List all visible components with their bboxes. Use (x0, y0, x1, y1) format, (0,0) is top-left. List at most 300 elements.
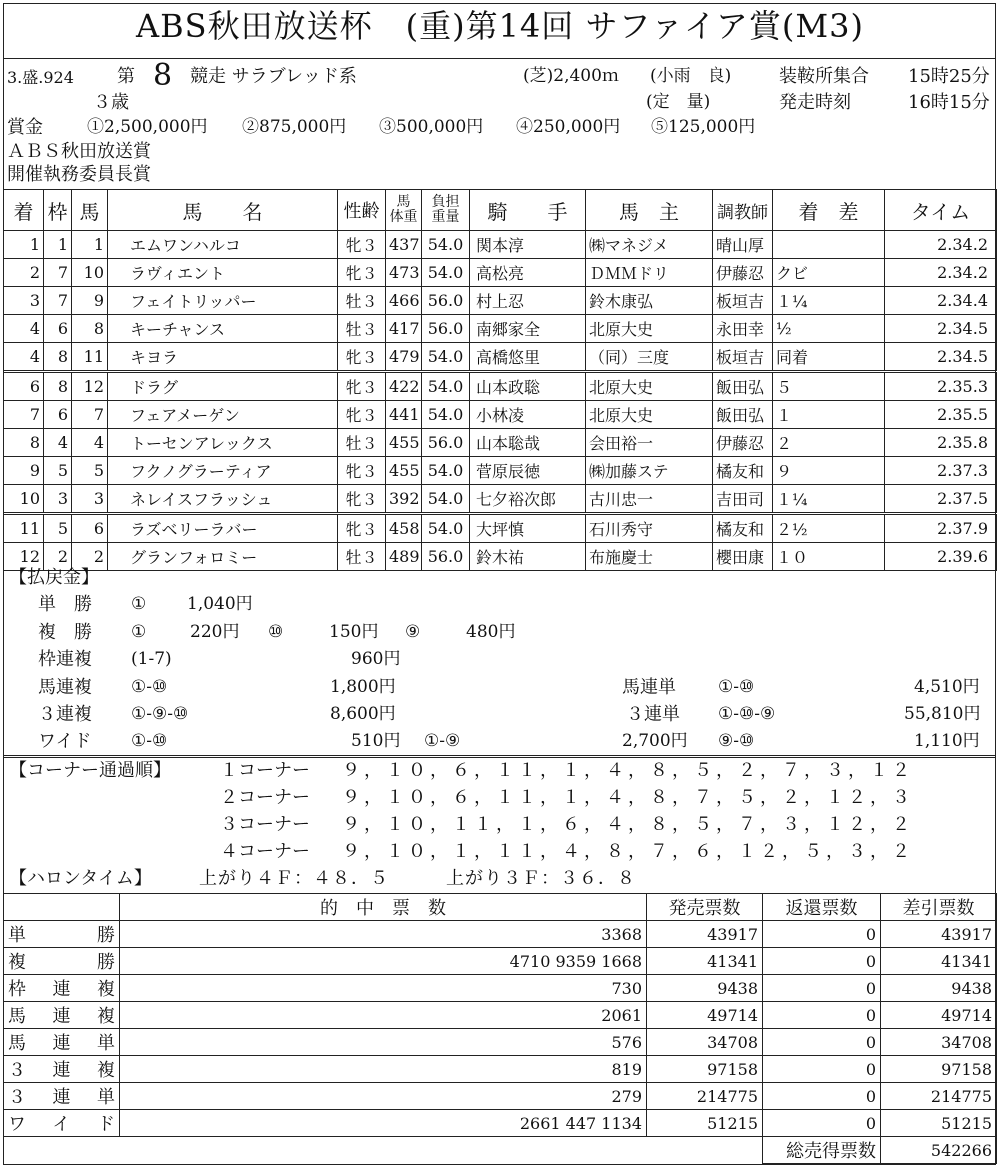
vote-refund: 0 (763, 1029, 881, 1056)
result-time: 2.34.4 (885, 287, 997, 315)
result-jockey: 大坪慎 (470, 514, 586, 543)
result-row (4, 429, 997, 457)
result-gate: 6 (44, 315, 72, 343)
result-margin: ２½ (773, 514, 885, 543)
tansho-combo: ① (131, 594, 147, 614)
result-trainer: 板垣吉 (713, 287, 773, 315)
col-owner: 馬 主 (586, 190, 713, 231)
result-row (4, 543, 997, 571)
result-body-weight: 489 (386, 543, 422, 571)
col-num: 馬 (72, 190, 108, 231)
results-header-row (4, 190, 997, 231)
vote-net: 41341 (881, 948, 997, 975)
vote-row (4, 1110, 997, 1137)
result-row (4, 401, 997, 429)
result-burden-weight: 54.0 (422, 514, 470, 543)
result-rank: 10 (4, 485, 44, 514)
result-trainer: 晴山厚 (713, 231, 773, 259)
sanrentan-combo: ①-⑩-⑨ (718, 704, 776, 724)
result-sex-age: 牝３ (338, 231, 386, 259)
result-horse-name: フェイトリッパー (108, 287, 338, 315)
result-trainer: 伊藤忍 (713, 429, 773, 457)
result-time: 2.34.2 (885, 231, 997, 259)
furlong-heading: 【ハロンタイム】 (9, 868, 152, 889)
vote-count-table (3, 893, 997, 1164)
result-margin: １０ (773, 543, 885, 571)
result-horse-name: ドラグ (108, 372, 338, 401)
result-gate: 5 (44, 514, 72, 543)
corner-3-order: ９，１０，１１，１，６，４，８，５，７，３，１２，２ (342, 814, 914, 835)
col-trainer: 調教師 (713, 190, 773, 231)
vote-hits: 730 (120, 975, 647, 1002)
result-row (4, 259, 997, 287)
result-gate: 5 (44, 457, 72, 485)
vote-refund: 0 (763, 921, 881, 948)
corner-4-label: ４コーナー (220, 841, 310, 862)
col-rank: 着 (4, 190, 44, 231)
result-margin (773, 231, 885, 259)
result-owner: ＤＭＭドリ (586, 259, 713, 287)
result-sex-age: 牝３ (338, 372, 386, 401)
result-sex-age: 牡３ (338, 287, 386, 315)
result-rank: 1 (4, 231, 44, 259)
result-number: 7 (72, 401, 108, 429)
race-code: 3.盛.924 (7, 68, 74, 87)
wide-combo-3: ⑨-⑩ (718, 731, 755, 751)
result-time: 2.35.3 (885, 372, 997, 401)
last-3f: 上がり３Ｆ：３６．８ (446, 868, 636, 889)
result-number: 2 (72, 543, 108, 571)
result-trainer: 飯田弘 (713, 372, 773, 401)
col-burden (422, 190, 470, 231)
col-jockey: 騎 手 (470, 190, 586, 231)
result-owner: 北原大史 (586, 401, 713, 429)
vote-net: 97158 (881, 1056, 997, 1083)
result-body-weight: 473 (386, 259, 422, 287)
result-rank: 9 (4, 457, 44, 485)
result-burden-weight: 56.0 (422, 429, 470, 457)
result-gate: 8 (44, 372, 72, 401)
result-time: 2.37.5 (885, 485, 997, 514)
wide-label: ワイド (38, 731, 92, 752)
prize-3: ③500,000円 (379, 117, 484, 137)
result-time: 2.34.2 (885, 259, 997, 287)
corner-4-order: ９，１０，１，１１，４，８，７，６，１２，５，３，２ (342, 841, 914, 862)
result-number: 1 (72, 231, 108, 259)
result-horse-name: キヨラ (108, 343, 338, 372)
result-horse-name: グランフォロミー (108, 543, 338, 571)
vote-refund: 0 (763, 1083, 881, 1110)
col-burden-line2: 重量 (431, 209, 460, 225)
vote-type: 複勝 (4, 948, 120, 975)
vote-net: 51215 (881, 1110, 997, 1137)
wide-combo-1: ①-⑩ (131, 731, 168, 751)
result-row (4, 485, 997, 514)
assembly-time: 15時25分 (908, 66, 990, 87)
result-jockey: 山本政聡 (470, 372, 586, 401)
result-gate: 2 (44, 543, 72, 571)
col-weight (386, 190, 422, 231)
sanrentan-amount: 55,810円 (904, 704, 981, 724)
vote-col-hits: 的 中 票 数 (120, 894, 647, 921)
col-weight-line2: 体重 (389, 209, 418, 225)
result-owner: 会田裕一 (586, 429, 713, 457)
result-rank: 11 (4, 514, 44, 543)
result-burden-weight: 56.0 (422, 543, 470, 571)
result-owner: 古川忠一 (586, 485, 713, 514)
result-body-weight: 458 (386, 514, 422, 543)
fukusho-amount-3: 480円 (466, 622, 516, 642)
result-time: 2.35.8 (885, 429, 997, 457)
result-time: 2.39.6 (885, 543, 997, 571)
vote-hits: 279 (120, 1083, 647, 1110)
corner-3-label: ３コーナー (220, 814, 310, 835)
result-time: 2.37.3 (885, 457, 997, 485)
vote-sold: 51215 (647, 1110, 763, 1137)
result-number: 10 (72, 259, 108, 287)
result-burden-weight: 54.0 (422, 485, 470, 514)
result-margin: １¼ (773, 485, 885, 514)
vote-sold: 97158 (647, 1056, 763, 1083)
result-burden-weight: 56.0 (422, 287, 470, 315)
result-jockey: 村上忍 (470, 287, 586, 315)
result-row (4, 514, 997, 543)
result-jockey: 高橋悠里 (470, 343, 586, 372)
result-rank: 7 (4, 401, 44, 429)
race-no-prefix: 第 (117, 66, 135, 87)
sanrenpuku-label: ３連複 (38, 704, 92, 725)
vote-sold: 41341 (647, 948, 763, 975)
result-trainer: 板垣吉 (713, 343, 773, 372)
fukusho-amount-1: 220円 (190, 622, 240, 642)
age-condition: ３歳 (93, 92, 129, 113)
fukusho-amount-2: 150円 (329, 622, 379, 642)
wakuren-label: 枠連複 (38, 649, 92, 670)
result-owner: 布施慶士 (586, 543, 713, 571)
fukusho-combo-1: ① (131, 622, 147, 642)
weather-track: (小雨 良) (650, 66, 732, 86)
vote-type: 馬連単 (4, 1029, 120, 1056)
result-row (4, 372, 997, 401)
col-time: タイム (885, 190, 997, 231)
vote-net: 214775 (881, 1083, 997, 1110)
result-time: 2.35.5 (885, 401, 997, 429)
vote-row (4, 975, 997, 1002)
result-sex-age: 牝３ (338, 457, 386, 485)
result-trainer: 橘友和 (713, 514, 773, 543)
result-row (4, 231, 997, 259)
result-number: 9 (72, 287, 108, 315)
result-body-weight: 422 (386, 372, 422, 401)
result-row (4, 315, 997, 343)
result-owner: 鈴木康弘 (586, 287, 713, 315)
wide-amount-1: 510円 (351, 731, 401, 751)
corner-2-order: ９，１０，６，１１，１，４，８，７，５，２，１２，３ (342, 787, 914, 808)
col-weight-line1: 馬 (396, 194, 411, 210)
result-sex-age: 牝３ (338, 401, 386, 429)
vote-type: ３連複 (4, 1056, 120, 1083)
result-horse-name: エムワンハルコ (108, 231, 338, 259)
result-burden-weight: 54.0 (422, 343, 470, 372)
col-name: 馬 名 (108, 190, 338, 231)
prize-5: ⑤125,000円 (651, 117, 756, 137)
fukusho-combo-3: ⑨ (405, 622, 421, 642)
result-rank: 2 (4, 259, 44, 287)
result-margin: 同着 (773, 343, 885, 372)
wide-amount-3: 1,110円 (914, 731, 980, 751)
umaren-label: 馬連複 (38, 677, 92, 698)
vote-sold: 49714 (647, 1002, 763, 1029)
result-rank: 12 (4, 543, 44, 571)
result-body-weight: 455 (386, 457, 422, 485)
vote-col-net: 差引票数 (881, 894, 997, 921)
result-margin: ½ (773, 315, 885, 343)
vote-type: ワイド (4, 1110, 120, 1137)
vote-row (4, 1002, 997, 1029)
tansho-amount: 1,040円 (187, 594, 253, 614)
result-jockey: 菅原辰徳 (470, 457, 586, 485)
wakuren-combo: (1-7) (131, 649, 172, 669)
vote-hits: 2661 447 1134 (120, 1110, 647, 1137)
result-burden-weight: 54.0 (422, 231, 470, 259)
vote-type: 単勝 (4, 921, 120, 948)
wide-combo-2: ①-⑨ (424, 731, 461, 751)
result-margin: ９ (773, 457, 885, 485)
result-trainer: 飯田弘 (713, 401, 773, 429)
results-table (3, 189, 997, 571)
weight-rule: (定 量) (646, 92, 711, 112)
result-rank: 4 (4, 343, 44, 372)
result-margin: ５ (773, 372, 885, 401)
sanrenpuku-amount: 8,600円 (330, 704, 396, 724)
vote-row (4, 948, 997, 975)
result-rank: 4 (4, 315, 44, 343)
vote-hits: 4710 9359 1668 (120, 948, 647, 975)
result-number: 3 (72, 485, 108, 514)
result-jockey: 山本聡哉 (470, 429, 586, 457)
result-body-weight: 441 (386, 401, 422, 429)
col-margin: 着 差 (773, 190, 885, 231)
total-sales-label: 総売得票数 (763, 1137, 881, 1164)
prize-2: ②875,000円 (242, 117, 347, 137)
result-number: 5 (72, 457, 108, 485)
vote-refund: 0 (763, 975, 881, 1002)
vote-type: ３連単 (4, 1083, 120, 1110)
vote-net: 49714 (881, 1002, 997, 1029)
result-margin: １ (773, 401, 885, 429)
result-row (4, 343, 997, 372)
result-jockey: 南郷家全 (470, 315, 586, 343)
result-horse-name: フクノグラーティア (108, 457, 338, 485)
vote-hits: 3368 (120, 921, 647, 948)
start-label: 発走時刻 (779, 92, 851, 113)
result-time: 2.37.9 (885, 514, 997, 543)
vote-hits: 2061 (120, 1002, 647, 1029)
race-number: 8 (153, 58, 173, 93)
vote-sold: 34708 (647, 1029, 763, 1056)
result-number: 8 (72, 315, 108, 343)
result-owner: （同）三度 (586, 343, 713, 372)
umatan-amount: 4,510円 (914, 677, 980, 697)
vote-col-refund: 返還票数 (763, 894, 881, 921)
vote-refund: 0 (763, 948, 881, 975)
vote-type: 枠連複 (4, 975, 120, 1002)
result-margin: クビ (773, 259, 885, 287)
result-row (4, 287, 997, 315)
vote-total-row (4, 1137, 997, 1164)
result-gate: 4 (44, 429, 72, 457)
vote-row (4, 921, 997, 948)
vote-sold: 43917 (647, 921, 763, 948)
result-gate: 8 (44, 343, 72, 372)
result-body-weight: 466 (386, 287, 422, 315)
result-burden-weight: 54.0 (422, 457, 470, 485)
assembly-label: 装鞍所集合 (779, 66, 869, 87)
vote-net: 9438 (881, 975, 997, 1002)
corners-heading: 【コーナー通過順】 (9, 760, 171, 781)
umaren-amount: 1,800円 (330, 677, 396, 697)
award-2: 開催執務委員長賞 (7, 164, 151, 185)
fukusho-combo-2: ⑩ (268, 622, 284, 642)
result-rank: 8 (4, 429, 44, 457)
result-owner: 北原大史 (586, 315, 713, 343)
sanrentan-label: ３連単 (626, 704, 680, 725)
divider (3, 58, 996, 59)
result-horse-name: トーセンアレックス (108, 429, 338, 457)
col-gate: 枠 (44, 190, 72, 231)
vote-refund: 0 (763, 1002, 881, 1029)
col-burden-line1: 負担 (431, 194, 460, 210)
result-burden-weight: 54.0 (422, 259, 470, 287)
payout-heading: 【払戻金】 (9, 567, 99, 588)
result-sex-age: 牡３ (338, 429, 386, 457)
prize-1: ①2,500,000円 (87, 117, 208, 137)
result-owner: 石川秀守 (586, 514, 713, 543)
result-gate: 6 (44, 401, 72, 429)
result-burden-weight: 56.0 (422, 315, 470, 343)
result-horse-name: ラヴィエント (108, 259, 338, 287)
result-owner: ㈱加藤ステ (586, 457, 713, 485)
award-1: ＡＢＳ秋田放送賞 (7, 141, 151, 162)
result-margin: ２ (773, 429, 885, 457)
result-body-weight: 417 (386, 315, 422, 343)
sanrenpuku-combo: ①-⑨-⑩ (131, 704, 189, 724)
result-horse-name: フェアメーゲン (108, 401, 338, 429)
result-horse-name: キーチャンス (108, 315, 338, 343)
vote-refund: 0 (763, 1056, 881, 1083)
result-body-weight: 479 (386, 343, 422, 372)
vote-col-sold: 発売票数 (647, 894, 763, 921)
vote-row (4, 1029, 997, 1056)
col-sexage: 性齢 (338, 190, 386, 231)
result-trainer: 永田幸 (713, 315, 773, 343)
corner-1-label: １コーナー (220, 760, 310, 781)
result-sex-age: 牝３ (338, 259, 386, 287)
result-number: 11 (72, 343, 108, 372)
umatan-label: 馬連単 (622, 677, 676, 698)
vote-sold: 9438 (647, 975, 763, 1002)
result-sex-age: 牝３ (338, 514, 386, 543)
result-trainer: 櫻田康 (713, 543, 773, 571)
result-owner: ㈱マネジメ (586, 231, 713, 259)
result-rank: 6 (4, 372, 44, 401)
result-jockey: 小林凌 (470, 401, 586, 429)
start-time: 16時15分 (908, 92, 990, 113)
result-jockey: 関本淳 (470, 231, 586, 259)
race-category: 競走 サラブレッド系 (190, 66, 357, 87)
result-jockey: 鈴木祐 (470, 543, 586, 571)
result-trainer: 橘友和 (713, 457, 773, 485)
result-horse-name: ネレイスフラッシュ (108, 485, 338, 514)
result-horse-name: ラズベリーラバー (108, 514, 338, 543)
last-4f: 上がり４Ｆ：４８．５ (199, 868, 389, 889)
result-jockey: 高松亮 (470, 259, 586, 287)
umatan-combo: ①-⑩ (718, 677, 755, 697)
fukusho-label: 複 勝 (38, 622, 92, 643)
corner-1-order: ９，１０，６，１１，１，４，８，５，２，７，３，１２ (342, 760, 914, 781)
vote-header-row (4, 894, 997, 921)
result-body-weight: 392 (386, 485, 422, 514)
result-gate: 1 (44, 231, 72, 259)
result-rank: 3 (4, 287, 44, 315)
result-margin: １¼ (773, 287, 885, 315)
result-time: 2.34.5 (885, 315, 997, 343)
result-row (4, 457, 997, 485)
result-trainer: 伊藤忍 (713, 259, 773, 287)
vote-sold: 214775 (647, 1083, 763, 1110)
result-sex-age: 牡３ (338, 543, 386, 571)
result-time: 2.34.5 (885, 343, 997, 372)
result-sex-age: 牡３ (338, 315, 386, 343)
result-number: 6 (72, 514, 108, 543)
prize-4: ④250,000円 (516, 117, 621, 137)
vote-hits: 819 (120, 1056, 647, 1083)
wakuren-amount: 960円 (351, 649, 401, 669)
result-sex-age: 牝３ (338, 485, 386, 514)
vote-col-type (4, 894, 120, 921)
corner-2-label: ２コーナー (220, 787, 310, 808)
tansho-label: 単 勝 (38, 594, 92, 615)
result-burden-weight: 54.0 (422, 401, 470, 429)
vote-net: 43917 (881, 921, 997, 948)
vote-type: 馬連複 (4, 1002, 120, 1029)
total-sales-value: 542266 (881, 1137, 997, 1164)
result-body-weight: 437 (386, 231, 422, 259)
result-gate: 7 (44, 287, 72, 315)
result-trainer: 吉田司 (713, 485, 773, 514)
vote-row (4, 1083, 997, 1110)
course-distance: (芝)2,400ｍ (523, 66, 619, 86)
umaren-combo: ①-⑩ (131, 677, 168, 697)
result-body-weight: 455 (386, 429, 422, 457)
result-owner: 北原大史 (586, 372, 713, 401)
result-sex-age: 牝３ (338, 343, 386, 372)
vote-hits: 576 (120, 1029, 647, 1056)
race-title: ABS秋田放送杯 (重)第14回 サファイア賞(M3) (136, 7, 864, 45)
prize-label: 賞金 (7, 117, 43, 138)
result-number: 12 (72, 372, 108, 401)
result-gate: 3 (44, 485, 72, 514)
result-jockey: 七夕裕次郎 (470, 485, 586, 514)
result-number: 4 (72, 429, 108, 457)
vote-refund: 0 (763, 1110, 881, 1137)
wide-amount-2: 2,700円 (622, 731, 688, 751)
vote-net: 34708 (881, 1029, 997, 1056)
result-gate: 7 (44, 259, 72, 287)
vote-row (4, 1056, 997, 1083)
divider-double (3, 755, 996, 758)
result-burden-weight: 54.0 (422, 372, 470, 401)
